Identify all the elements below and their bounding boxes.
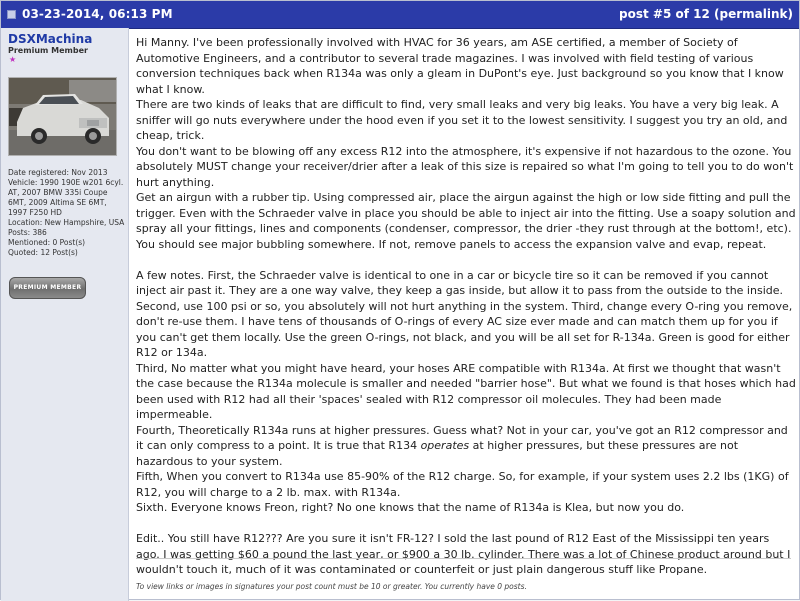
- signature-notice: To view links or images in signatures your post count must be 10 or greater. You currently have 0 posts.: [136, 582, 527, 591]
- post-paragraph: You don't want to be blowing off any excess R12 into the atmosphere, it's expensive if not hazardous to the ozone. You absolutely MUST change your receiver/drier after a leak of this size is repaired so what I'm going to tell you to do won't hurt anything.: [136, 144, 794, 189]
- post-counter: [619, 7, 793, 21]
- user-info-panel: [1, 28, 129, 601]
- premium-member-badge: PREMIUM MEMBER: [9, 277, 86, 299]
- post-number-link[interactable]: post #5 of 12: [619, 7, 710, 21]
- avatar[interactable]: [8, 77, 117, 156]
- post-text: Fourth, Theoretically R134a runs at higher pressures. Guess what? Not in your car, you've got an R12 compressor and it can only compress to a point. It is true that R134: [136, 423, 788, 452]
- stat-location: Location: New Hampshire, USA: [8, 218, 125, 227]
- post-paragraph: Edit.. You still have R12??? Are you sure it isn't FR-12? I sold the last pound of R12 East of the Mississippi ten years ago. I was getting $60 a pound the last year, or $900 a 30 lb. cylinder. There was a lot of Chinese product around but I wouldn't touch it, much of it was contaminated or counterfeit or just plain dangerous stuff like Propane.: [136, 532, 791, 576]
- post-paragraph: Fifth, When you convert to R134a use 85-90% of the R12 charge. So, for example, if your system uses 2.2 lbs (1KG) of R12, you will charge to a 2 lb. max. with R134a.: [136, 470, 789, 499]
- post-body: [136, 35, 796, 578]
- stat-vehicle: Vehicle: 1990 190E w201 6cyl. AT, 2007 BMW 335i Coupe 6MT, 2009 Altima SE 6MT, 1997 F250 HD: [8, 178, 124, 217]
- post-text: at higher pressures, but these pressures are not hazardous to your system.: [136, 439, 739, 468]
- stat-date-registered: Date registered: Nov 2013: [8, 168, 108, 177]
- permalink-link[interactable]: (permalink): [714, 7, 793, 21]
- post-paragraph: Hi Manny. I've been professionally involved with HVAC for 36 years, am ASE certified, a member of Society of Automotive Engineers, and a contributor to several trade magazines. I was involved with field testing of various conversion techniques back when R134a was only a gleam in DuPont's eye. Just background so you know that I know what I know.: [136, 36, 784, 96]
- stat-mentioned: Mentioned: 0 Post(s): [8, 238, 86, 247]
- stat-posts: Posts: 386: [8, 228, 47, 237]
- post-paragraph: Get an airgun with a rubber tip. Using compressed air, place the airgun against the high or low side fitting and pull the trigger. Even with the Schraeder valve in place you should be able to inject air into the fitting. Use a soapy solution and spray all your fittings, lines and components (condenser, compressor, the drier -they rust through at the bottom!, etc). You should see major bubbling somewhere. If not, remove panels to access the expansion valve and evap, repeat.: [136, 191, 796, 251]
- emphasis-text: operates: [420, 439, 470, 452]
- user-title: Premium Member: [8, 46, 88, 55]
- stat-quoted: Quoted: 12 Post(s): [8, 248, 78, 257]
- post-date: 03-23-2014, 06:13 PM: [22, 7, 173, 21]
- user-stats: [8, 168, 126, 258]
- post-paragraph: Third, No matter what you might have heard, your hoses ARE compatible with R134a. At first we thought that wasn't the case because the R134a molecule is smaller and needed "barrier hose". But what we found is that hoses which had been used with R12 had all their 'spaces' sealed with R12 compressor oil molecules. They had been made impermeable.: [136, 361, 796, 421]
- post-paragraph: A few notes. First, the Schraeder valve is identical to one in a car or bicycle tire so it can be removed if you cannot inject air past it. They are a one way valve, they keep a gas inside, but allow it to pass from the outside to the inside.: [136, 268, 783, 297]
- post-header: [1, 1, 799, 29]
- post-paragraph: There are two kinds of leaks that are difficult to find, very small leaks and very big leaks. You have a very big leak. A sniffer will go nuts everywhere under the hood even if you set it to the lowest sensitivity. I suggest you try an old, and cheap, trick.: [136, 98, 788, 142]
- post-paragraph: [136, 423, 796, 470]
- username-link[interactable]: DSXMachina: [8, 32, 93, 46]
- post-status-icon: [7, 10, 16, 19]
- post-paragraph: Sixth. Everyone knows Freon, right? No one knows that the name of R134a is Klea, but now you do.: [136, 501, 685, 514]
- post-paragraph: Second, use 100 psi or so, you absolutely will not hurt anything in the system. Third, change every O-ring you remove, don't re-use them. I have tens of thousands of O-rings of every AC size ever made and can match them up for you if you can't get them locally. Use the green O-rings, not black, and you will be all set for R-134a. Green is good for either R12 or 134a.: [136, 299, 793, 359]
- signature-divider: [136, 558, 791, 559]
- member-star-icon: ★: [9, 55, 17, 64]
